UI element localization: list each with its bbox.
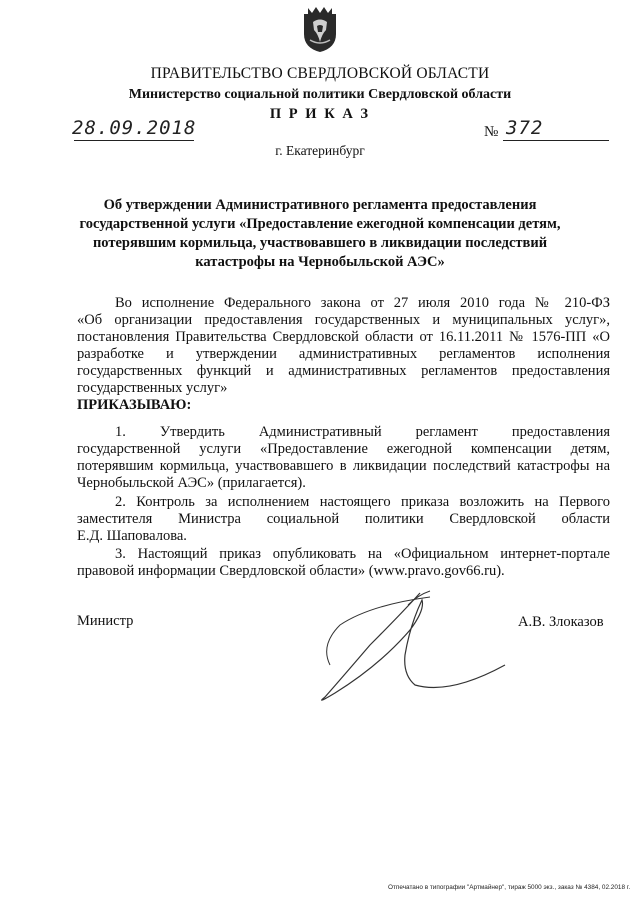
government-name: ПРАВИТЕЛЬСТВО СВЕРДЛОВСКОЙ ОБЛАСТИ — [150, 65, 490, 82]
item-line: 3. Настоящий приказ опубликовать на «Официальном интернет-портале — [115, 546, 610, 562]
order-item-3 — [77, 546, 610, 580]
item-line: Чернобыльской АЭС» (прилагается). — [77, 475, 306, 491]
handwritten-date: 28.09.2018 — [72, 117, 197, 139]
item-line: 2. Контроль за исполнением настоящего приказа возложить на Первого — [115, 494, 610, 510]
preamble-line: постановления Правительства Свердловской области от 16.11.2011 № 1576-ПП «О — [77, 329, 610, 345]
item-line: государственной услуги «Предоставление ежегодной компенсации детям, — [77, 441, 610, 457]
title-line: катастрофы на Чернобыльской АЭС» — [195, 254, 445, 270]
order-item-2 — [77, 494, 610, 545]
item-line: потерявшим кормильца, участвовавшего в ликвидации последствий катастрофы на — [77, 458, 610, 474]
document-type: П Р И К А З — [269, 106, 371, 122]
handwritten-signature — [300, 585, 510, 705]
signatory-position: Министр — [77, 613, 134, 629]
preamble-line: Во исполнение Федерального закона от 27 июля 2010 года № 210-ФЗ — [115, 295, 610, 311]
item-line: правовой информации Свердловской области» (www.pravo.gov66.ru). — [77, 563, 505, 579]
item-line: Е.Д. Шаповалова. — [77, 528, 187, 544]
ministry-name: Министерство социальной политики Свердловской области — [128, 87, 512, 102]
item-line: заместителя Министра социальной политики Свердловской области — [77, 511, 610, 527]
order-item-1 — [77, 424, 610, 492]
item-line: 1. Утвердить Административный регламент предоставления — [115, 424, 610, 440]
preamble-line: «Об организации предоставления государственных и муниципальных услуг», — [77, 312, 610, 328]
preamble-line: государственных услуг» — [77, 380, 228, 396]
title-line: потерявшим кормильца, участвовавшего в ликвидации последствий — [92, 235, 548, 251]
number-prefix: № — [484, 124, 499, 140]
signatory-name: А.В. Злоказов — [518, 614, 604, 630]
coat-of-arms-emblem — [300, 4, 340, 54]
title-line: Об утверждении Административного регламента предоставления — [103, 197, 537, 213]
preamble-line: разработке и утверждении административных регламентов исполнения — [77, 346, 610, 362]
print-footer: Отпечатано в типографии "Артмайнер", тираж 5000 экз., заказ № 4384, 02.2018 г. — [388, 884, 631, 891]
handwritten-number: 372 — [506, 117, 544, 139]
preamble — [77, 295, 610, 397]
city: г. Екатеринбург — [275, 143, 365, 158]
date-underline — [74, 140, 194, 141]
document-title — [60, 196, 580, 272]
number-underline — [503, 140, 609, 141]
order-word: ПРИКАЗЫВАЮ: — [77, 397, 192, 413]
title-line: государственной услуги «Предоставление ежегодной компенсации детям, — [79, 216, 561, 232]
preamble-line: государственных функций и административных регламентов предоставления — [77, 363, 610, 379]
